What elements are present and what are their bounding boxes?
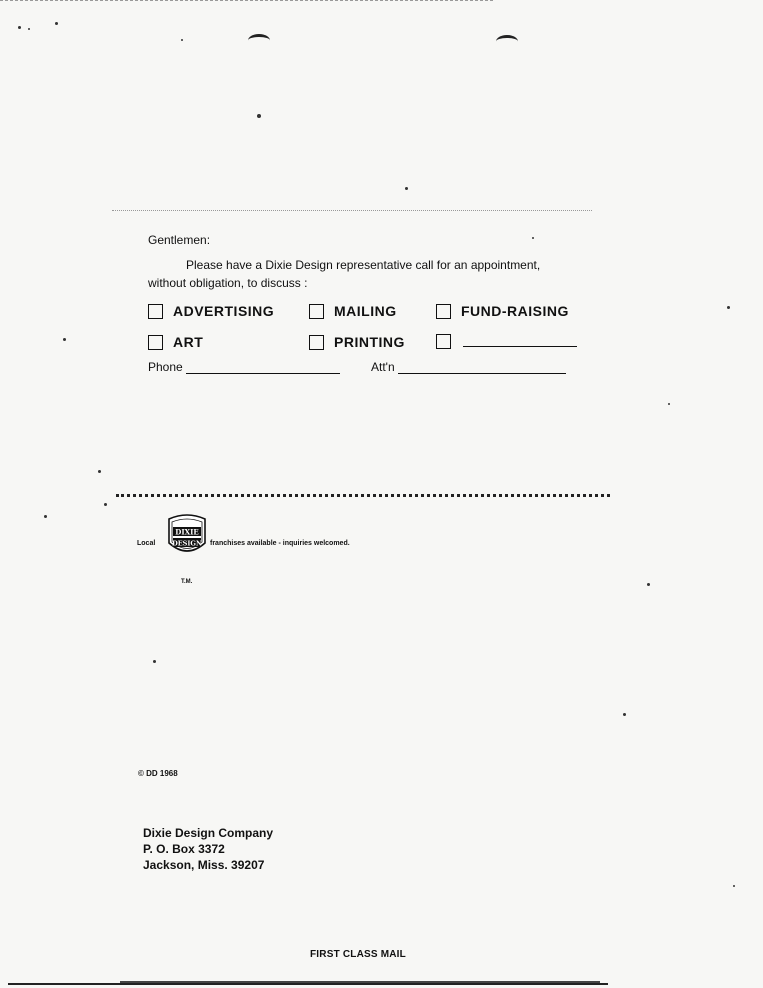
scan-speck [98, 470, 101, 473]
scan-speck [181, 39, 183, 41]
advertising-checkbox[interactable] [148, 304, 163, 319]
scan-speck [257, 114, 261, 118]
phone-input-line[interactable] [186, 363, 340, 374]
attn-input-line[interactable] [398, 363, 566, 374]
faint-rule [112, 210, 592, 211]
option-art [148, 334, 203, 350]
option-fund-raising [436, 303, 569, 319]
greeting: Gentlemen: [148, 233, 211, 247]
scan-speck [63, 338, 66, 341]
other-write-in-line[interactable] [463, 336, 577, 347]
dixie-design-logo [165, 513, 209, 557]
bottom-rule [8, 983, 608, 985]
printing-checkbox[interactable] [309, 335, 324, 350]
city-state-zip: Jackson, Miss. 39207 [143, 858, 265, 872]
scan-speck [153, 660, 156, 663]
art-checkbox[interactable] [148, 335, 163, 350]
other-checkbox[interactable] [436, 334, 451, 349]
attn-label: Att'n [371, 360, 395, 374]
option-advertising [148, 303, 274, 319]
scan-speck [532, 237, 534, 239]
scan-speck [623, 713, 626, 716]
art-label: ART [173, 334, 204, 350]
scan-speck [28, 28, 30, 30]
scan-speck [104, 503, 107, 506]
scan-speck [727, 306, 730, 309]
request-text-line2: without obligation, to discuss : [148, 276, 308, 290]
first-class-mail-label: FIRST CLASS MAIL [310, 949, 406, 960]
scan-speck [647, 583, 650, 586]
attn-field [371, 360, 566, 374]
fund-raising-checkbox[interactable] [436, 304, 451, 319]
fund-raising-label: FUND-RAISING [461, 303, 569, 319]
logo-text-bottom: DESIGN [172, 539, 202, 548]
po-box: P. O. Box 3372 [143, 842, 225, 856]
advertising-label: ADVERTISING [173, 303, 275, 319]
copyright-notice: © DD 1968 [138, 769, 178, 778]
scan-speck [55, 22, 58, 25]
franchise-availability-text: franchises available - inquiries welcomed. [210, 540, 350, 547]
scan-mark-arc [248, 34, 270, 47]
scan-speck [668, 403, 670, 405]
bottom-rule-heavy [120, 981, 600, 983]
request-text-line1: Please have a Dixie Design representative call for an appointment, [186, 258, 541, 272]
option-other [436, 334, 577, 349]
mailing-checkbox[interactable] [309, 304, 324, 319]
trademark-text: T.M. [181, 579, 193, 585]
perforation-line [116, 494, 610, 497]
return-address [143, 825, 273, 873]
company-name: Dixie Design Company [143, 826, 274, 840]
option-printing [309, 334, 405, 350]
phone-field [148, 360, 340, 374]
scan-mark-arc [496, 35, 518, 48]
franchise-local-text: Local [137, 540, 156, 547]
scan-speck [405, 187, 408, 190]
scan-speck [18, 26, 21, 29]
phone-label: Phone [148, 360, 183, 374]
mailing-label: MAILING [334, 303, 397, 319]
top-edge-dash [0, 0, 493, 1]
printing-label: PRINTING [334, 334, 405, 350]
logo-text-top: DIXIE [175, 527, 199, 537]
option-mailing [309, 303, 397, 319]
scan-speck [733, 885, 735, 887]
scan-speck [44, 515, 47, 518]
